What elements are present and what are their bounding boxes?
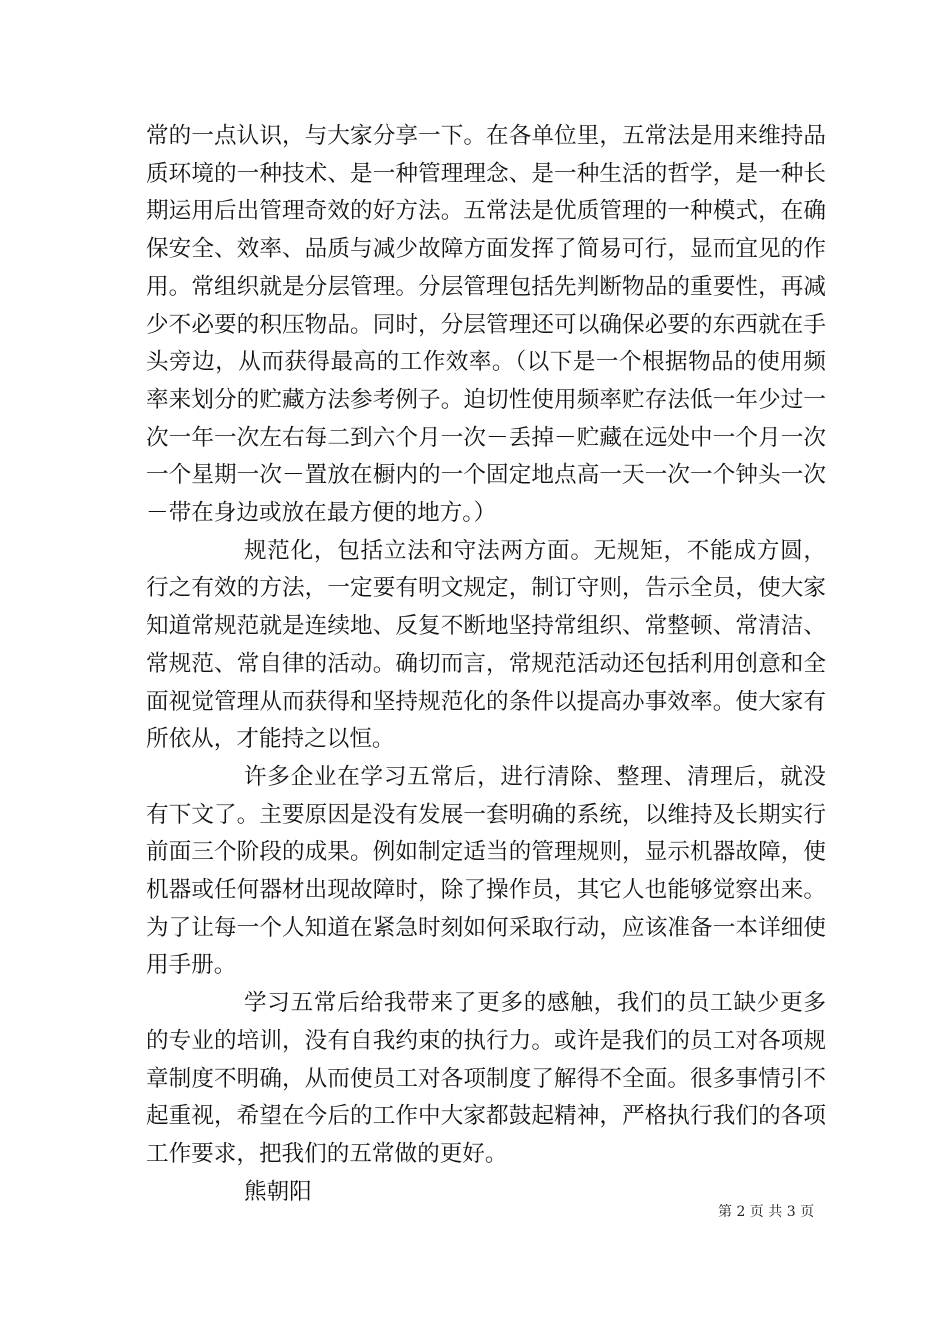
page-number-footer: 第 2 页 共 3 页 — [718, 1204, 815, 1220]
paragraph-reflection: 学习五常后给我带来了更多的感触，我们的员工缺少更多的专业的培训，没有自我约束的执行力。或许是我们的员工对各项规章制度不明确，从而使员工对各项制度了解得不全面。很多事情引不起重视，希望在今后的工作中大家都鼓起精神，严格执行我们的各项工作要求，把我们的五常做的更好。 — [146, 990, 826, 1167]
paragraph-standardization: 规范化，包括立法和守法两方面。无规矩，不能成方圆，行之有效的方法，一定要有明文规定，制订守则，告示全员，使大家知道常规范就是连续地、反复不断地坚持常组织、常整顿、常清洁、常规范、常自律的活动。确切而言，常规范活动还包括利用创意和全面视觉管理从而获得和坚持规范化的条件以提高办事效率。使大家有所依从，才能持之以恒。 — [146, 537, 826, 753]
document-body — [146, 118, 826, 1211]
author-signature: 熊朝阳 — [244, 1178, 312, 1205]
paragraph-implementation: 许多企业在学习五常后，进行清除、整理、清理后，就没有下文了。主要原因是没有发展一套明确的系统，以维持及长期实行前面三个阶段的成果。例如制定适当的管理规则，显示机器故障，使机器或任何器材出现故障时，除了操作员，其它人也能够觉察出来。为了让每一个人知道在紧急时刻如何采取行动，应该准备一本详细使用手册。 — [146, 763, 826, 979]
paragraph-continuation: 常的一点认识，与大家分享一下。在各单位里，五常法是用来维持品质环境的一种技术、是一种管理理念、是一种生活的哲学，是一种长期运用后出管理奇效的好方法。五常法是优质管理的一种模式，在确保安全、效率、品质与减少故障方面发挥了简易可行，显而宜见的作用。常组织就是分层管理。分层管理包括先判断物品的重要性，再减少不必要的积压物品。同时，分层管理还可以确保必要的东西就在手头旁边，从而获得最高的工作效率。（以下是一个根据物品的使用频率来划分的贮藏方法参考例子。迫切性使用频率贮存法低一年少过一次一年一次左右每二到六个月一次－丢掉－贮藏在远处中一个月一次一个星期一次－置放在橱内的一个固定地点高一天一次一个钟头一次－带在身边或放在最方便的地方。） — [146, 123, 826, 527]
